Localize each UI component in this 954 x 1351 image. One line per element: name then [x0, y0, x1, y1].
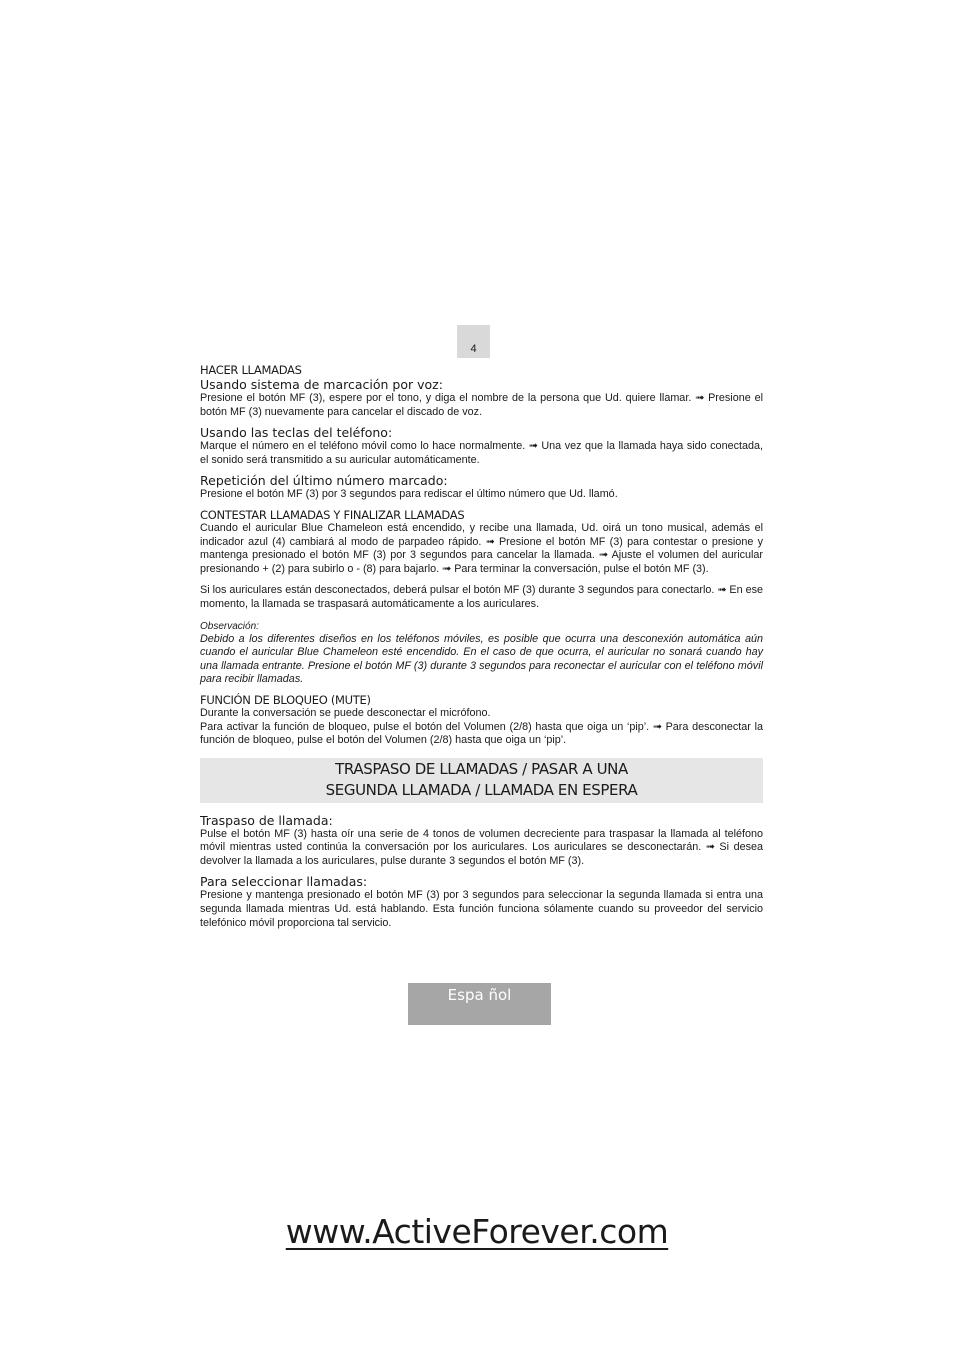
language-label: Espa ñol: [447, 986, 512, 1004]
text-mute-2: Para activar la función de bloqueo, pulse el botón del Volumen (2/8) hasta que oiga un ‘pip’. ➟ Para desconectar la función de bloqueo, pulse el botón del Volumen (2/8) hasta que oiga un ‘pip’.: [200, 720, 763, 747]
text-select-calls: Presione y mantenga presionado el botón MF (3) por 3 segundos para seleccionar la segunda llamada si entra una segunda llamada mientras Ud. está hablando. Esta función funciona sólamente cuando su proveedor del servicio telefónico móvil proporciona tal servicio.: [200, 889, 763, 929]
section-title-mute: FUNCIÓN DE BLOQUEO (MUTE): [200, 692, 371, 707]
section-banner-traspaso: [200, 758, 763, 803]
footer-website-url: www.ActiveForever.com: [285, 1212, 669, 1251]
text-mute-1: Durante la conversación se puede desconectar el micrófono.: [200, 706, 491, 719]
page-content: [200, 363, 763, 930]
text-redial: Presione el botón MF (3) por 3 segundos para rediscar el último número que Ud. llamó.: [200, 488, 618, 501]
section-title-contestar: CONTESTAR LLAMADAS Y FINALIZAR LLAMADAS: [200, 507, 465, 522]
text-phone-keys: Marque el número en el teléfono móvil como lo hace normalmente. ➟ Una vez que la llamada haya sido conectada, el sonido será transmitido a su auricular automáticamente.: [200, 440, 763, 466]
section-title-hacer-llamadas: HACER LLAMADAS: [200, 363, 302, 377]
banner-line-2: SEGUNDA LLAMADA / LLAMADA EN ESPERA: [325, 781, 638, 800]
text-transfer: Pulse el botón MF (3) hasta oír una serie de 4 tonos de volumen decreciente para traspasar la llamada al teléfono móvil mientras usted continúa la conversación por los auriculares. Los auriculares se desconectarán. ➟ Si desea devolver la llamada a los auriculares, pulse durante 3 segundos el botón MF (3).: [200, 827, 763, 867]
heading-transfer: Traspaso de llamada:: [200, 812, 333, 828]
text-voice-dialing: Presione el botón MF (3), espere por el tono, y diga el nombre de la persona que Ud. quiere llamar. ➟ Presione el botón MF (3) nuevamente para cancelar el discado de voz.: [200, 392, 763, 418]
page-number-box: [457, 325, 490, 358]
text-disconnected: Si los auriculares están desconectados, deberá pulsar el botón MF (3) durante 3 segundos para conectarlo. ➟ En ese momento, la llamada se traspasará automáticamente a los auriculares.: [200, 584, 764, 610]
banner-line-1: TRASPASO DE LLAMADAS / PASAR A UNA: [335, 760, 628, 779]
observation-text: Debido a los diferentes diseños en los teléfonos móviles, es posible que ocurra una desconexión automática aún cuando el auricular Blue Chameleon esté encendido. En el caso de que ocurra, el auricular no sonará cuando hay una llamada entrante. Presione el botón MF (3) durante 3 segundos para reconectar el auricular con el teléfono móvil para recibir llamadas.: [200, 632, 763, 686]
heading-redial: Repetición del último número marcado:: [200, 473, 448, 489]
observation-label: Observación:: [200, 620, 259, 632]
heading-phone-keys: Usando las teclas del teléfono:: [200, 425, 393, 441]
text-answer-calls: Cuando el auricular Blue Chameleon está encendido, y recibe una llamada, Ud. oirá un tono musical, además el indicador azul (4) cambiará al modo de parpadeo rápido. ➟ Presione el botón MF (3) para contestar o presione y mantenga presionado el botón MF (3) por 3 segundos para cancelar la llamada. ➟ Ajuste el volumen del auricular presionando + (2) para subirlo o - (8) para bajarlo. ➟ Para terminar la conversación, pulse el botón MF (3).: [200, 521, 763, 575]
heading-select-calls: Para seleccionar llamadas:: [200, 874, 368, 890]
page-number: 4: [470, 343, 477, 355]
heading-voice-dialing: Usando sistema de marcación por voz:: [200, 377, 443, 392]
language-tab: [408, 983, 551, 1025]
